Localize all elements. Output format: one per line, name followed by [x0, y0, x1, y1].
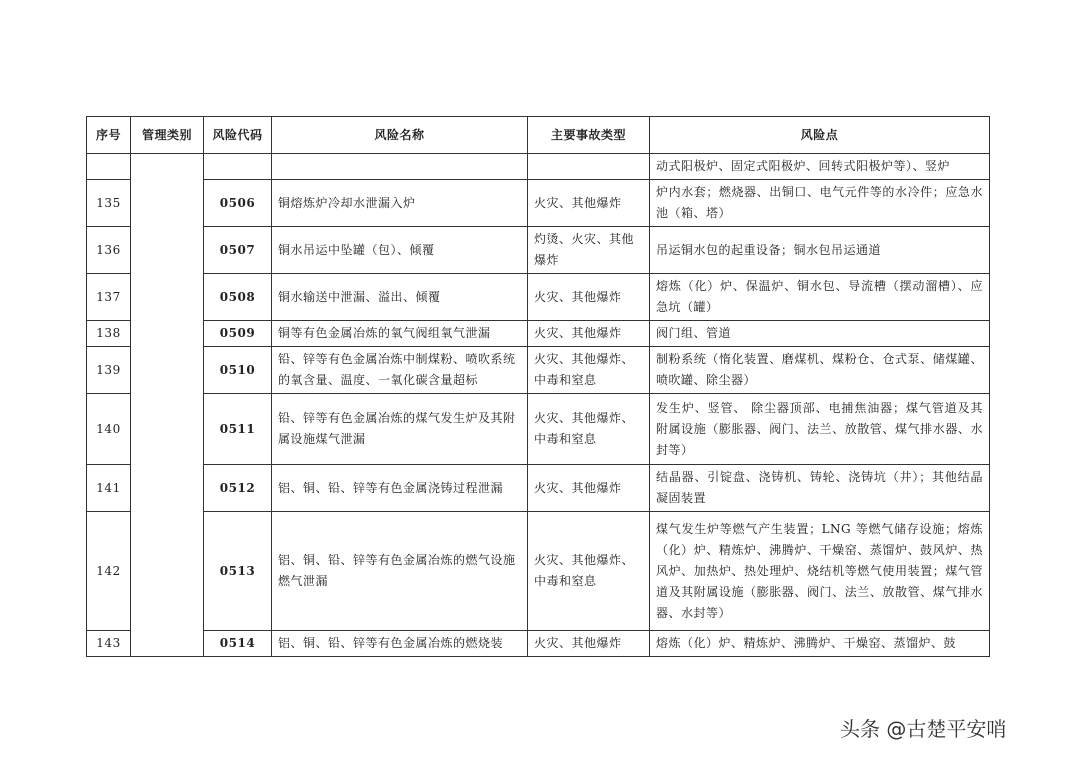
accident-cell: 火灾、其他爆炸、中毒和窒息 — [528, 512, 650, 631]
table-row — [87, 512, 990, 631]
points-cell: 熔炼（化）炉、保温炉、铜水包、导流槽（摆动溜槽）、应急坑（罐） — [650, 274, 990, 321]
header-points: 风险点 — [650, 117, 990, 154]
watermark: 头条 @古楚平安哨 — [840, 717, 1007, 741]
table-row — [87, 227, 990, 274]
seq-cell: 139 — [87, 347, 131, 394]
name-cell: 铜熔炼炉冷却水泄漏入炉 — [272, 180, 528, 227]
points-cell: 煤气发生炉等燃气产生装置；LNG 等燃气储存设施；熔炼（化）炉、精炼炉、沸腾炉、干燥窑、蒸馏炉、鼓风炉、热风炉、加热炉、热处理炉、烧结机等燃气使用装置；煤气管道及其附属设施（膨胀器、阀门、法兰、放散管、煤气排水器、水封等） — [650, 512, 990, 631]
name-cell: 铅、锌等有色金属冶炼中制煤粉、喷吹系统的氧含量、温度、一氧化碳含量超标 — [272, 347, 528, 394]
accident-cell: 火灾、其他爆炸 — [528, 180, 650, 227]
seq-cell: 136 — [87, 227, 131, 274]
code-cell: 0509 — [204, 321, 272, 347]
seq-cell: 142 — [87, 512, 131, 631]
header-code: 风险代码 — [204, 117, 272, 154]
seq-cell: 140 — [87, 394, 131, 465]
table-row — [87, 394, 990, 465]
name-cell: 铜等有色金属冶炼的氧气阀组氧气泄漏 — [272, 321, 528, 347]
header-accident: 主要事故类型 — [528, 117, 650, 154]
table-row — [87, 321, 990, 347]
name-cell: 铝、铜、铅、锌等有色金属冶炼的燃气设施燃气泄漏 — [272, 512, 528, 631]
risk-table — [86, 116, 990, 657]
points-cell: 发生炉、竖管、 除尘器顶部、电捕焦油器；煤气管道及其附属设施（膨胀器、阀门、法兰、放散管、煤气排水器、水封等） — [650, 394, 990, 465]
code-cell: 0510 — [204, 347, 272, 394]
name-cell: 铜水吊运中坠罐（包）、倾覆 — [272, 227, 528, 274]
code-cell: 0506 — [204, 180, 272, 227]
seq-cell: 135 — [87, 180, 131, 227]
accident-cell: 灼烫、火灾、其他爆炸 — [528, 227, 650, 274]
table-row — [87, 180, 990, 227]
code-cell: 0511 — [204, 394, 272, 465]
code-cell: 0513 — [204, 512, 272, 631]
table-row — [87, 347, 990, 394]
code-cell: 0508 — [204, 274, 272, 321]
code-cell: 0512 — [204, 465, 272, 512]
points-cell: 炉内水套；燃烧器、出铜口、电气元件等的水冷件；应急水池（箱、塔） — [650, 180, 990, 227]
accident-cell: 火灾、其他爆炸 — [528, 631, 650, 657]
seq-cell — [87, 154, 131, 180]
name-cell — [272, 154, 528, 180]
table-row — [87, 631, 990, 657]
header-seq: 序号 — [87, 117, 131, 154]
accident-cell: 火灾、其他爆炸、中毒和窒息 — [528, 394, 650, 465]
seq-cell: 138 — [87, 321, 131, 347]
points-cell: 熔炼（化）炉、精炼炉、沸腾炉、干燥窑、蒸馏炉、鼓 — [650, 631, 990, 657]
continuation-row — [87, 154, 990, 180]
seq-cell: 143 — [87, 631, 131, 657]
name-cell: 铝、铜、铅、锌等有色金属冶炼的燃烧装 — [272, 631, 528, 657]
header-category: 管理类别 — [131, 117, 204, 154]
code-cell: 0507 — [204, 227, 272, 274]
code-cell: 0514 — [204, 631, 272, 657]
accident-cell: 火灾、其他爆炸、中毒和窒息 — [528, 347, 650, 394]
code-cell — [204, 154, 272, 180]
points-cell: 动式阳极炉、固定式阳极炉、回转式阳极炉等）、竖炉 — [650, 154, 990, 180]
accident-cell — [528, 154, 650, 180]
points-cell: 阀门组、管道 — [650, 321, 990, 347]
category-cell — [131, 154, 204, 657]
header-name: 风险名称 — [272, 117, 528, 154]
seq-cell: 141 — [87, 465, 131, 512]
accident-cell: 火灾、其他爆炸 — [528, 465, 650, 512]
points-cell: 结晶器、引锭盘、浇铸机、铸轮、浇铸坑（井）；其他结晶凝固装置 — [650, 465, 990, 512]
name-cell: 铝、铜、铅、锌等有色金属浇铸过程泄漏 — [272, 465, 528, 512]
seq-cell: 137 — [87, 274, 131, 321]
table-row — [87, 465, 990, 512]
name-cell: 铅、锌等有色金属冶炼的煤气发生炉及其附属设施煤气泄漏 — [272, 394, 528, 465]
header-row — [87, 117, 990, 154]
points-cell: 吊运铜水包的起重设备；铜水包吊运通道 — [650, 227, 990, 274]
points-cell: 制粉系统（惰化装置、磨煤机、煤粉仓、仓式泵、储煤罐、喷吹罐、除尘器） — [650, 347, 990, 394]
accident-cell: 火灾、其他爆炸 — [528, 321, 650, 347]
accident-cell: 火灾、其他爆炸 — [528, 274, 650, 321]
name-cell: 铜水输送中泄漏、溢出、倾覆 — [272, 274, 528, 321]
table-row — [87, 274, 990, 321]
